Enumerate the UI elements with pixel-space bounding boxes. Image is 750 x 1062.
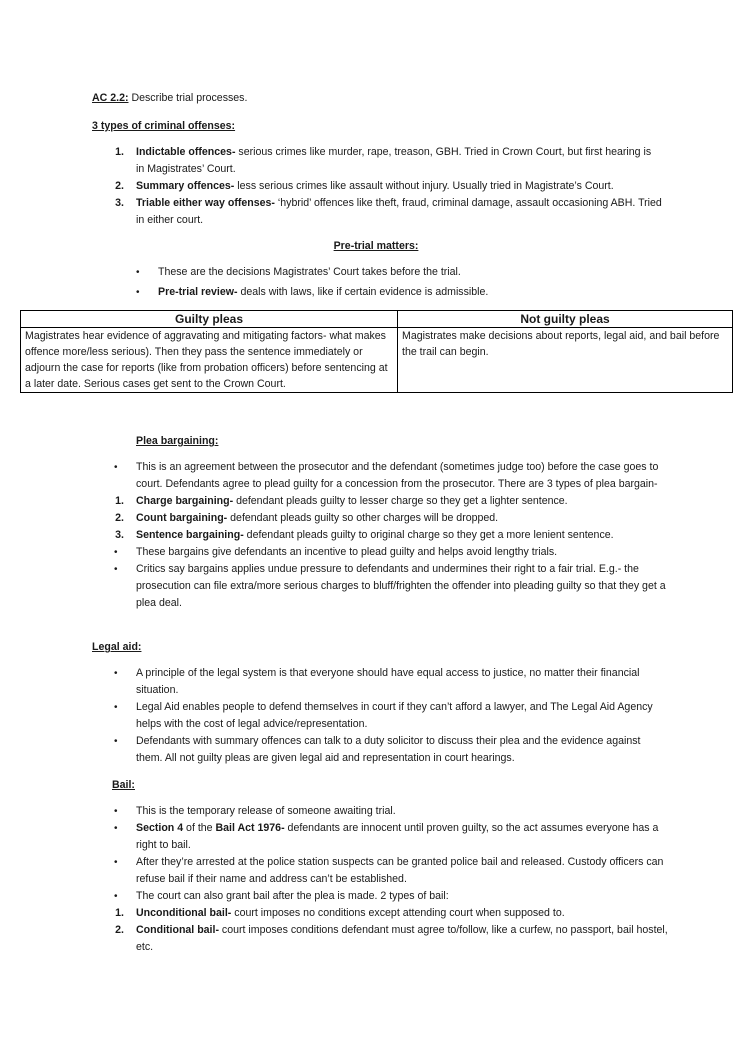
- list-item: [112, 665, 668, 699]
- term: Pre-trial review-: [158, 286, 238, 298]
- list-number: 1.: [115, 907, 124, 919]
- list-item: [136, 264, 656, 281]
- not-guilty-pleas-cell: Magistrates make decisions about reports, legal aid, and bail before the trail can begin.: [398, 328, 733, 393]
- bullet-icon: •: [114, 462, 118, 473]
- legal-aid-heading: Legal aid:: [92, 641, 142, 653]
- bullet-icon: •: [114, 702, 118, 713]
- list-item: [136, 284, 656, 301]
- term: Summary offences-: [136, 180, 235, 192]
- list-item: [112, 922, 668, 956]
- bullet-text: A principle of the legal system is that everyone should have equal access to justice, no matter their financial situation.: [136, 667, 640, 696]
- bullet-text: These bargains give defendants an incentive to plead guilty and helps avoid lengthy trials.: [136, 546, 558, 558]
- legal-aid-list: [112, 665, 668, 767]
- plea-bargaining-list: [112, 459, 668, 612]
- bullet-text: Defendants with summary offences can talk to a duty solicitor to discuss their plea and the evidence against them. All not guilty pleas are given legal aid and representation in court hearings.: [136, 735, 641, 764]
- bullet-icon: •: [114, 547, 118, 558]
- list-item: [112, 527, 668, 544]
- definition: ‘hybrid’ offences like theft, fraud, criminal damage, assault occasioning ABH. Tried in either court.: [136, 197, 662, 226]
- list-item: [92, 195, 662, 229]
- table-row: [21, 328, 733, 393]
- assessment-criterion: [92, 90, 247, 107]
- list-item: [112, 459, 668, 493]
- pretrial-list: [136, 264, 656, 301]
- definition: court imposes conditions defendant must agree to/follow, like a curfew, no passport, bail hostel, etc.: [136, 924, 668, 953]
- offences-list: [92, 144, 662, 229]
- definition: court imposes no conditions except attending court when supposed to.: [231, 907, 565, 919]
- list-item: [112, 493, 668, 510]
- definition: defendants are innocent until proven guilty, so the act assumes everyone has a right to bail.: [136, 822, 659, 851]
- list-item: [112, 820, 668, 854]
- term: Indictable offences-: [136, 146, 236, 158]
- list-number: 2.: [115, 180, 124, 192]
- bullet-icon: •: [114, 806, 118, 817]
- bullet-text: Legal Aid enables people to defend themselves in court if they can’t afford a lawyer, and The Legal Aid Agency helps with the cost of legal advice/representation.: [136, 701, 653, 730]
- connector-text: of the: [183, 822, 216, 834]
- bullet-icon: •: [114, 891, 118, 902]
- ac-text: Describe trial processes.: [128, 92, 248, 104]
- table-header-row: [21, 311, 733, 328]
- term: Sentence bargaining-: [136, 529, 244, 541]
- header-not-guilty-pleas: Not guilty pleas: [398, 311, 733, 328]
- bullet-text: This is the temporary release of someone awaiting trial.: [136, 805, 396, 817]
- bullet-icon: •: [136, 267, 140, 278]
- bullet-icon: •: [114, 823, 118, 834]
- pleas-table: [20, 310, 733, 393]
- list-item: [92, 144, 662, 178]
- pretrial-heading: Pre-trial matters:: [333, 240, 419, 252]
- bail-heading: Bail:: [112, 779, 135, 791]
- list-number: 1.: [115, 146, 124, 158]
- term: Conditional bail-: [136, 924, 219, 936]
- term: Unconditional bail-: [136, 907, 232, 919]
- list-item: [112, 888, 668, 905]
- bullet-text: The court can also grant bail after the plea is made. 2 types of bail:: [136, 890, 449, 902]
- bullet-text: Critics say bargains applies undue pressure to defendants and undermines their right to a fair trial. E.g.- the prosecution can file extra/more serious charges to bluff/frighten the offender into pleading guilty so that they get a plea deal.: [136, 563, 666, 609]
- definition: defendant pleads guilty so other charges will be dropped.: [227, 512, 499, 524]
- list-number: 2.: [115, 924, 124, 936]
- list-item: [112, 733, 668, 767]
- ac-label: AC 2.2:: [92, 92, 129, 104]
- bullet-text: This is an agreement between the prosecutor and the defendant (sometimes judge too) before the case goes to court. Defendants agree to plead guilty for a concession from the prosecutor. There are 3 types of plea bargain-: [136, 461, 659, 490]
- plea-bargaining-heading: Plea bargaining:: [136, 435, 219, 447]
- list-number: 2.: [115, 512, 124, 524]
- bullet-icon: •: [114, 668, 118, 679]
- list-item: [112, 544, 668, 561]
- guilty-pleas-cell: Magistrates hear evidence of aggravating and mitigating factors- what makes offence more/less serious). Then they pass the sentence immediately or adjourn the case for reports (like from probation officers) before sentencing at a later date. Serious cases get sent to the Crown Court.: [21, 328, 398, 393]
- list-item: [112, 803, 668, 820]
- bail-list: [112, 803, 668, 956]
- definition: defendant pleads guilty to lesser charge so they get a lighter sentence.: [233, 495, 568, 507]
- term: Bail Act 1976-: [215, 822, 285, 834]
- bullet-text: These are the decisions Magistrates’ Court takes before the trial.: [158, 266, 461, 278]
- term: Section 4: [136, 822, 184, 834]
- list-number: 1.: [115, 495, 124, 507]
- list-number: 3.: [115, 197, 124, 209]
- list-item: [112, 699, 668, 733]
- definition: serious crimes like murder, rape, treason, GBH. Tried in Crown Court, but first hearing is in Magistrates’ Court.: [136, 146, 652, 175]
- definition: deals with laws, like if certain evidence is admissible.: [237, 286, 489, 298]
- definition: defendant pleads guilty to original charge so they get a more lenient sentence.: [243, 529, 614, 541]
- offences-heading: 3 types of criminal offenses:: [92, 120, 236, 132]
- term: Charge bargaining-: [136, 495, 234, 507]
- definition: less serious crimes like assault without injury. Usually tried in Magistrate’s Court.: [234, 180, 614, 192]
- list-item: [92, 178, 662, 195]
- list-item: [112, 561, 668, 612]
- list-item: [112, 510, 668, 527]
- bullet-icon: •: [114, 564, 118, 575]
- bullet-text: After they’re arrested at the police station suspects can be granted police bail and released. Custody officers can refuse bail if their name and address can’t be established.: [136, 856, 664, 885]
- list-item: [112, 854, 668, 888]
- list-number: 3.: [115, 529, 124, 541]
- list-item: [112, 905, 668, 922]
- bullet-icon: •: [114, 857, 118, 868]
- term: Count bargaining-: [136, 512, 228, 524]
- bullet-icon: •: [136, 287, 140, 298]
- term: Triable either way offenses-: [136, 197, 275, 209]
- bullet-icon: •: [114, 736, 118, 747]
- header-guilty-pleas: Guilty pleas: [21, 311, 398, 328]
